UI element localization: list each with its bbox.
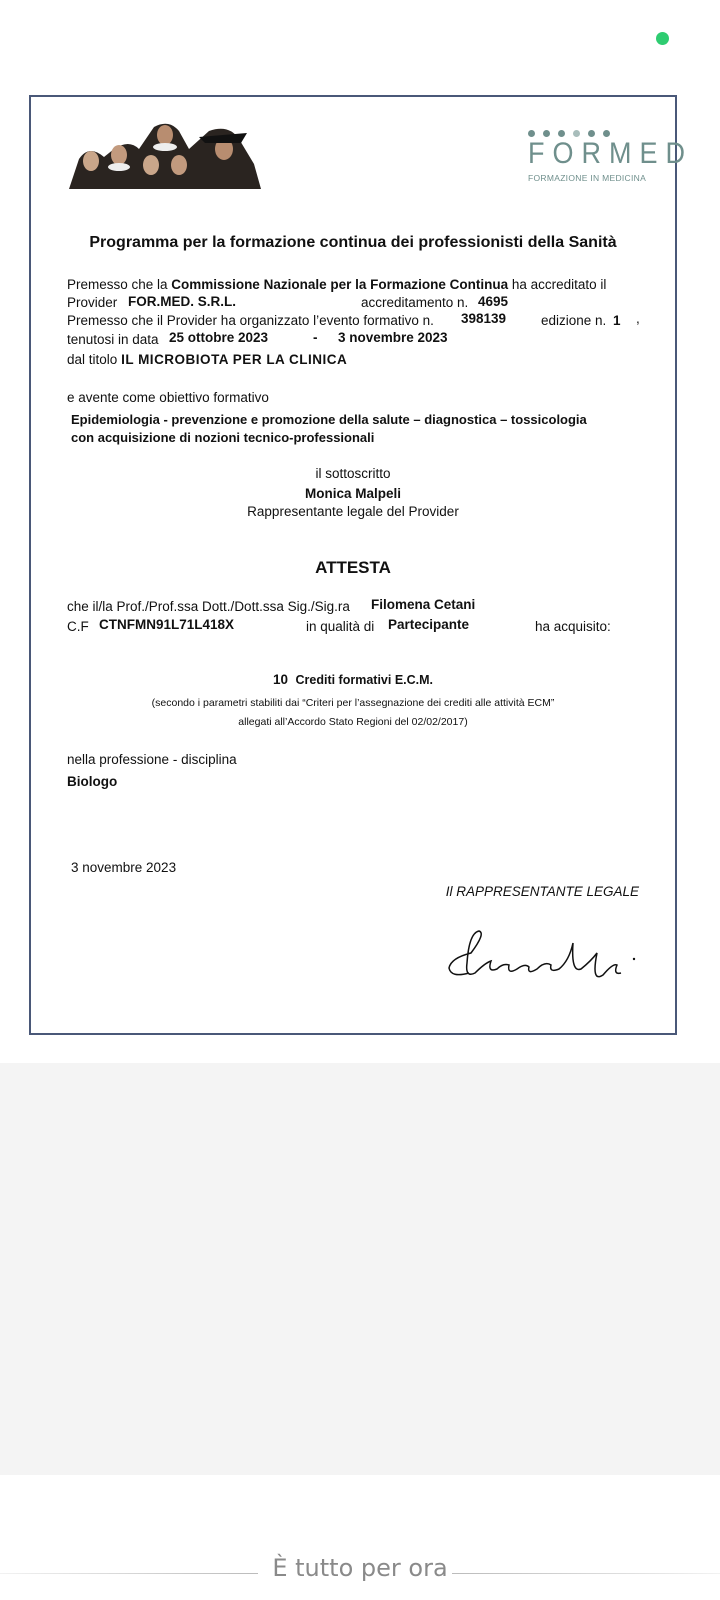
status-dot bbox=[656, 32, 669, 45]
credits-line: 10 Crediti formativi E.C.M. bbox=[272, 672, 434, 687]
empty-content-area bbox=[0, 1063, 720, 1475]
date-end: 3 novembre 2023 bbox=[338, 330, 448, 345]
anatomy-lesson-painting-image bbox=[69, 119, 261, 189]
date-start: 25 ottobre 2023 bbox=[169, 330, 269, 345]
end-of-feed-divider bbox=[0, 1540, 720, 1580]
credits-note-2: allegati all’Accordo Stato Regioni del 02/02/2017) bbox=[238, 716, 468, 728]
intro-line: Premesso che la Commissione Nazionale per la Formazione Continua ha accreditato il bbox=[67, 277, 607, 292]
comma: , bbox=[636, 311, 640, 326]
accreditation-label: accreditamento n. bbox=[361, 295, 469, 310]
participant-label: che il/la Prof./Prof.ssa Dott./Dott.ssa Sig./Sig.ra bbox=[67, 599, 350, 614]
provider-label: Provider bbox=[67, 295, 118, 310]
issue-date: 3 novembre 2023 bbox=[71, 860, 177, 875]
signature-label: Il RAPPRESENTANTE LEGALE bbox=[445, 884, 639, 899]
undersigned-name: Monica Malpeli bbox=[304, 486, 402, 501]
objective-line-1: Epidemiologia - prevenzione e promozione della salute – diagnostica – tossicologia bbox=[71, 412, 587, 427]
certificate-document bbox=[29, 95, 693, 1035]
date-separator: - bbox=[313, 330, 318, 345]
acquired-label: ha acquisito: bbox=[535, 619, 611, 634]
objective-line-2: con acquisizione di nozioni tecnico-professionali bbox=[71, 430, 375, 445]
undersigned-role: Rappresentante legale del Provider bbox=[247, 504, 459, 519]
event-number: 398139 bbox=[461, 311, 507, 326]
objective-label: e avente come obiettivo formativo bbox=[67, 390, 269, 405]
profession-value: Biologo bbox=[67, 774, 118, 789]
profession-label: nella professione - disciplina bbox=[67, 752, 237, 767]
undersigned-label: il sottoscritto bbox=[315, 466, 391, 481]
attesta-heading: ATTESTA bbox=[315, 558, 391, 577]
edition-label: edizione n. bbox=[541, 313, 607, 328]
formed-logo: FORMED FORMAZIONE IN MEDICINA bbox=[528, 124, 693, 183]
provider-name: FOR.MED. S.R.L. bbox=[128, 294, 236, 309]
cf-label: C.F bbox=[67, 619, 89, 634]
end-of-content-text: È tutto per ora bbox=[272, 1554, 448, 1582]
event-title-line: dal titolo IL MICROBIOTA PER LA CLINICA bbox=[67, 352, 348, 367]
signature-image bbox=[441, 923, 641, 989]
cf-value: CTNFMN91L71L418X bbox=[99, 617, 235, 632]
edition-number: 1 bbox=[613, 313, 621, 328]
quality-value: Partecipante bbox=[388, 617, 470, 632]
event-label: Premesso che il Provider ha organizzato l’evento formativo n. bbox=[67, 313, 434, 328]
participant-name: Filomena Cetani bbox=[371, 597, 476, 612]
quality-label: in qualità di bbox=[306, 619, 375, 634]
credits-note-1: (secondo i parametri stabiliti dai “Criteri per l’assegnazione dei crediti alle attività ECM” bbox=[151, 697, 555, 709]
dates-label: tenutosi in data bbox=[67, 332, 159, 347]
accreditation-number: 4695 bbox=[478, 294, 509, 309]
certificate-title: Programma per la formazione continua dei professionisti della Sanità bbox=[89, 234, 617, 251]
